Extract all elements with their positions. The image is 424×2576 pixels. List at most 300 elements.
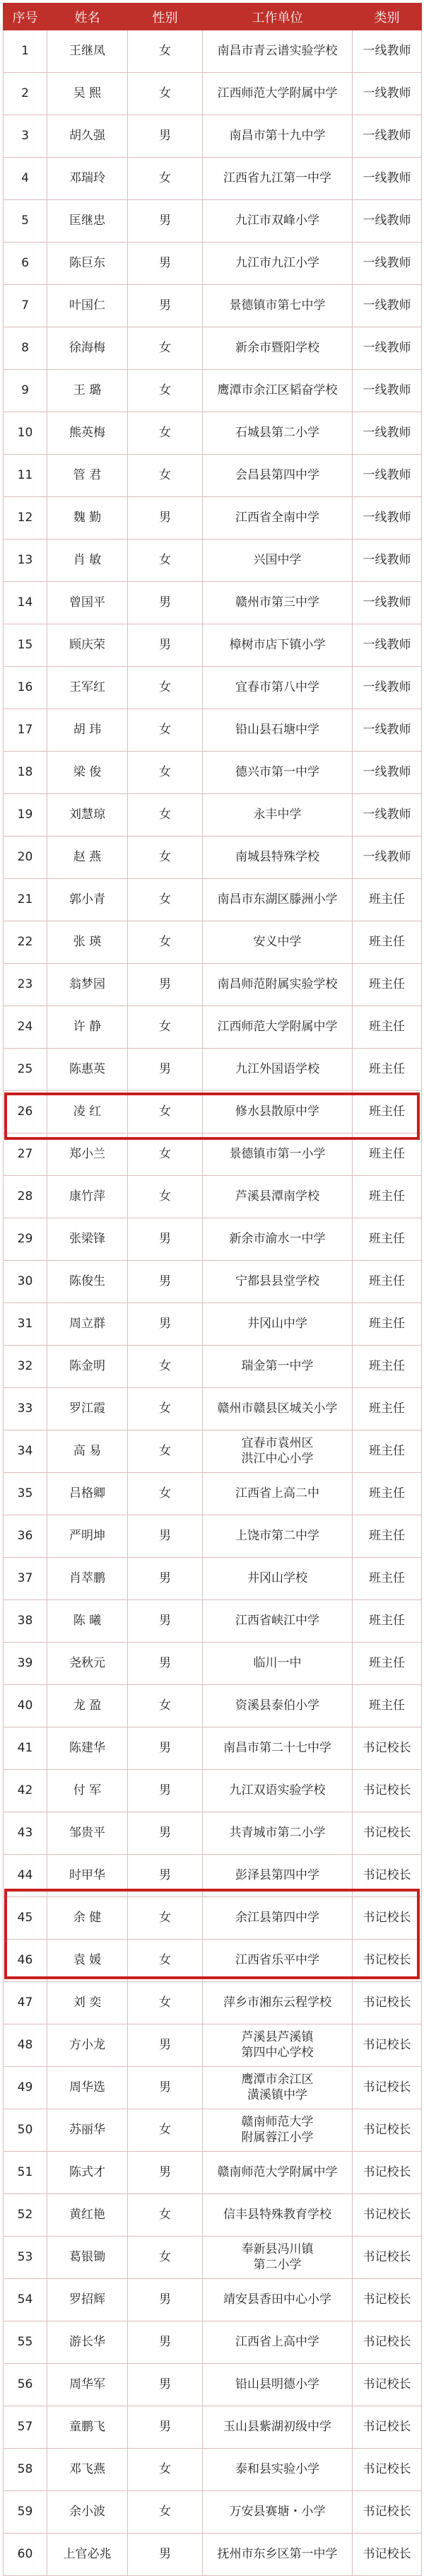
cell-category: 一线教师 <box>353 497 422 540</box>
table-row <box>4 158 422 200</box>
cell-unit: 樟树市店下镇小学 <box>203 624 353 667</box>
cell-no: 47 <box>4 1982 47 2024</box>
cell-unit: 修水县散原中学 <box>203 1091 353 1133</box>
table-row <box>4 2109 422 2152</box>
cell-gender: 女 <box>128 1982 203 2024</box>
cell-name: 袁 媛 <box>47 1940 128 1982</box>
cell-unit: 赣南师范大学 附属蓉江小学 <box>203 2109 353 2152</box>
cell-unit: 宜春市袁州区 洪江中心小学 <box>203 1430 353 1473</box>
table-row <box>4 2364 422 2406</box>
cell-gender: 男 <box>128 1049 203 1091</box>
cell-no: 35 <box>4 1473 47 1515</box>
cell-unit: 赣南师范大学附属中学 <box>203 2152 353 2194</box>
table-row <box>4 243 422 285</box>
table-row <box>4 412 422 455</box>
cell-unit: 鹰潭市余江区 潢溪镇中学 <box>203 2067 353 2109</box>
cell-no: 42 <box>4 1770 47 1812</box>
cell-name: 方小龙 <box>47 2024 128 2067</box>
cell-name: 邓瑞玲 <box>47 158 128 200</box>
cell-no: 38 <box>4 1600 47 1643</box>
cell-name: 匡继忠 <box>47 200 128 243</box>
cell-name: 魏 勤 <box>47 497 128 540</box>
cell-unit: 九江市双峰小学 <box>203 200 353 243</box>
cell-name: 赵 燕 <box>47 837 128 879</box>
cell-name: 陈建华 <box>47 1727 128 1770</box>
cell-name: 张梁锋 <box>47 1218 128 1261</box>
table-row <box>4 455 422 497</box>
cell-category: 一线教师 <box>353 794 422 837</box>
cell-no: 44 <box>4 1855 47 1897</box>
table-row <box>4 370 422 412</box>
cell-gender: 男 <box>128 2067 203 2109</box>
cell-unit: 江西省上高中学 <box>203 2321 353 2364</box>
cell-name: 胡 玮 <box>47 709 128 752</box>
table-row <box>4 2024 422 2067</box>
cell-gender: 女 <box>128 2449 203 2491</box>
table-row <box>4 1982 422 2024</box>
header-gender: 性别 <box>128 4 203 30</box>
cell-category: 班主任 <box>353 1006 422 1049</box>
cell-no: 11 <box>4 455 47 497</box>
cell-gender: 男 <box>128 1600 203 1643</box>
cell-no: 34 <box>4 1430 47 1473</box>
cell-no: 49 <box>4 2067 47 2109</box>
cell-category: 一线教师 <box>353 540 422 582</box>
table-row <box>4 1218 422 1261</box>
cell-category: 书记校长 <box>353 2109 422 2152</box>
table-row <box>4 1812 422 1855</box>
table-row <box>4 921 422 964</box>
cell-unit: 南昌市第二十七中学 <box>203 1727 353 1770</box>
cell-unit: 南昌师范附属实验学校 <box>203 964 353 1006</box>
cell-no: 45 <box>4 1897 47 1940</box>
table-row <box>4 624 422 667</box>
cell-name: 吴 熙 <box>47 73 128 115</box>
cell-category: 班主任 <box>353 1685 422 1727</box>
cell-name: 梁 俊 <box>47 752 128 794</box>
cell-unit: 资溪县泰伯小学 <box>203 1685 353 1727</box>
table-row <box>4 1600 422 1643</box>
table-row <box>4 1940 422 1982</box>
cell-unit: 芦溪县潭南学校 <box>203 1176 353 1218</box>
table-row <box>4 1176 422 1218</box>
cell-no: 28 <box>4 1176 47 1218</box>
cell-unit: 靖安县香田中心小学 <box>203 2279 353 2321</box>
table-row <box>4 30 422 73</box>
cell-gender: 男 <box>128 1303 203 1346</box>
table-row <box>4 667 422 709</box>
header-row <box>4 4 422 30</box>
cell-no: 48 <box>4 2024 47 2067</box>
cell-no: 50 <box>4 2109 47 2152</box>
cell-name: 陈式才 <box>47 2152 128 2194</box>
cell-no: 19 <box>4 794 47 837</box>
cell-gender: 男 <box>128 2534 203 2576</box>
cell-no: 24 <box>4 1006 47 1049</box>
cell-no: 46 <box>4 1940 47 1982</box>
cell-name: 童鹏飞 <box>47 2406 128 2449</box>
cell-unit: 南昌市东湖区滕洲小学 <box>203 879 353 921</box>
cell-name: 陈惠英 <box>47 1049 128 1091</box>
cell-unit: 彭泽县第四中学 <box>203 1855 353 1897</box>
cell-gender: 女 <box>128 1897 203 1940</box>
cell-name: 周立群 <box>47 1303 128 1346</box>
cell-unit: 赣州市第三中学 <box>203 582 353 624</box>
cell-name: 苏丽华 <box>47 2109 128 2152</box>
cell-category: 书记校长 <box>353 1812 422 1855</box>
cell-unit: 九江外国语学校 <box>203 1049 353 1091</box>
cell-category: 书记校长 <box>353 2194 422 2237</box>
table-row <box>4 794 422 837</box>
cell-name: 付 军 <box>47 1770 128 1812</box>
cell-no: 31 <box>4 1303 47 1346</box>
cell-category: 一线教师 <box>353 73 422 115</box>
cell-category: 一线教师 <box>353 837 422 879</box>
cell-no: 8 <box>4 327 47 370</box>
cell-unit: 余江县第四中学 <box>203 1897 353 1940</box>
cell-name: 肖萃鹏 <box>47 1558 128 1600</box>
cell-category: 一线教师 <box>353 370 422 412</box>
table-row <box>4 327 422 370</box>
cell-name: 余小波 <box>47 2491 128 2534</box>
cell-gender: 女 <box>128 158 203 200</box>
cell-gender: 男 <box>128 1812 203 1855</box>
cell-gender: 男 <box>128 1643 203 1685</box>
cell-unit: 瑞金第一中学 <box>203 1346 353 1388</box>
table-row <box>4 964 422 1006</box>
cell-unit: 江西省九江第一中学 <box>203 158 353 200</box>
cell-unit: 九江市九江小学 <box>203 243 353 285</box>
cell-gender: 女 <box>128 1473 203 1515</box>
cell-unit: 泰和县实验小学 <box>203 2449 353 2491</box>
cell-no: 1 <box>4 30 47 73</box>
cell-category: 书记校长 <box>353 2067 422 2109</box>
cell-unit: 九江双语实验学校 <box>203 1770 353 1812</box>
header-no: 序号 <box>4 4 47 30</box>
cell-no: 29 <box>4 1218 47 1261</box>
cell-no: 15 <box>4 624 47 667</box>
table-row <box>4 1558 422 1600</box>
table-row <box>4 1346 422 1388</box>
cell-unit: 铅山县明德小学 <box>203 2364 353 2406</box>
cell-gender: 女 <box>128 1430 203 1473</box>
cell-no: 58 <box>4 2449 47 2491</box>
cell-unit: 江西师范大学附属中学 <box>203 73 353 115</box>
cell-gender: 女 <box>128 30 203 73</box>
cell-category: 班主任 <box>353 1473 422 1515</box>
cell-gender: 女 <box>128 2194 203 2237</box>
cell-category: 一线教师 <box>353 752 422 794</box>
cell-category: 书记校长 <box>353 2449 422 2491</box>
cell-category: 班主任 <box>353 1388 422 1430</box>
cell-name: 严明坤 <box>47 1515 128 1558</box>
cell-category: 班主任 <box>353 1218 422 1261</box>
cell-category: 书记校长 <box>353 2237 422 2279</box>
cell-unit: 临川一中 <box>203 1643 353 1685</box>
table-row <box>4 1006 422 1049</box>
cell-name: 熊英梅 <box>47 412 128 455</box>
cell-gender: 男 <box>128 624 203 667</box>
cell-unit: 兴国中学 <box>203 540 353 582</box>
cell-no: 41 <box>4 1727 47 1770</box>
cell-unit: 奉新县冯川镇 第二小学 <box>203 2237 353 2279</box>
cell-unit: 芦溪县芦溪镇 第四中心学校 <box>203 2024 353 2067</box>
cell-unit: 江西省峡江中学 <box>203 1600 353 1643</box>
table-row <box>4 582 422 624</box>
cell-gender: 女 <box>128 667 203 709</box>
cell-no: 2 <box>4 73 47 115</box>
table-row <box>4 1855 422 1897</box>
cell-gender: 男 <box>128 2024 203 2067</box>
cell-no: 52 <box>4 2194 47 2237</box>
cell-name: 龙 盈 <box>47 1685 128 1727</box>
cell-no: 3 <box>4 115 47 158</box>
cell-name: 游长华 <box>47 2321 128 2364</box>
cell-no: 6 <box>4 243 47 285</box>
cell-gender: 女 <box>128 1685 203 1727</box>
cell-category: 班主任 <box>353 1558 422 1600</box>
cell-gender: 男 <box>128 1515 203 1558</box>
cell-unit: 安义中学 <box>203 921 353 964</box>
cell-category: 书记校长 <box>353 2024 422 2067</box>
table-row <box>4 1388 422 1430</box>
cell-name: 陈金明 <box>47 1346 128 1388</box>
cell-name: 陈俊生 <box>47 1261 128 1303</box>
cell-unit: 鹰潭市余江区韬奋学校 <box>203 370 353 412</box>
cell-category: 一线教师 <box>353 158 422 200</box>
cell-gender: 女 <box>128 837 203 879</box>
cell-gender: 男 <box>128 1770 203 1812</box>
cell-name: 尧秋元 <box>47 1643 128 1685</box>
table-row <box>4 1515 422 1558</box>
cell-no: 18 <box>4 752 47 794</box>
cell-unit: 宜春市第八中学 <box>203 667 353 709</box>
cell-category: 书记校长 <box>353 2491 422 2534</box>
cell-category: 班主任 <box>353 1049 422 1091</box>
cell-gender: 男 <box>128 964 203 1006</box>
cell-no: 32 <box>4 1346 47 1388</box>
cell-category: 一线教师 <box>353 115 422 158</box>
cell-no: 4 <box>4 158 47 200</box>
cell-category: 书记校长 <box>353 2364 422 2406</box>
table-row <box>4 837 422 879</box>
cell-gender: 男 <box>128 2279 203 2321</box>
cell-name: 顾庆荣 <box>47 624 128 667</box>
cell-name: 吕格卿 <box>47 1473 128 1515</box>
cell-unit: 南昌市第十九中学 <box>203 115 353 158</box>
cell-gender: 女 <box>128 879 203 921</box>
cell-category: 一线教师 <box>353 285 422 327</box>
cell-name: 高 易 <box>47 1430 128 1473</box>
cell-gender: 女 <box>128 794 203 837</box>
cell-no: 10 <box>4 412 47 455</box>
cell-category: 书记校长 <box>353 2152 422 2194</box>
cell-name: 王军红 <box>47 667 128 709</box>
cell-no: 21 <box>4 879 47 921</box>
cell-unit: 新余市渝水一中学 <box>203 1218 353 1261</box>
header-name: 姓名 <box>47 4 128 30</box>
cell-unit: 萍乡市湘东云程学校 <box>203 1982 353 2024</box>
cell-unit: 赣州市赣县区城关小学 <box>203 1388 353 1430</box>
cell-gender: 男 <box>128 200 203 243</box>
cell-no: 7 <box>4 285 47 327</box>
cell-unit: 江西省乐平中学 <box>203 1940 353 1982</box>
cell-name: 王 璐 <box>47 370 128 412</box>
cell-unit: 信丰县特殊教育学校 <box>203 2194 353 2237</box>
cell-no: 51 <box>4 2152 47 2194</box>
cell-name: 管 君 <box>47 455 128 497</box>
cell-no: 60 <box>4 2534 47 2576</box>
cell-gender: 女 <box>128 412 203 455</box>
cell-name: 罗江霞 <box>47 1388 128 1430</box>
cell-gender: 男 <box>128 1218 203 1261</box>
table-row <box>4 2534 422 2576</box>
table-row <box>4 1091 422 1133</box>
cell-gender: 男 <box>128 1261 203 1303</box>
cell-unit: 上饶市第二中学 <box>203 1515 353 1558</box>
cell-gender: 女 <box>128 1940 203 1982</box>
cell-category: 书记校长 <box>353 2279 422 2321</box>
cell-name: 郑小兰 <box>47 1133 128 1176</box>
table-row <box>4 1897 422 1940</box>
cell-category: 班主任 <box>353 1600 422 1643</box>
cell-name: 康竹萍 <box>47 1176 128 1218</box>
table-row <box>4 1261 422 1303</box>
cell-gender: 男 <box>128 1727 203 1770</box>
cell-no: 37 <box>4 1558 47 1600</box>
cell-name: 时甲华 <box>47 1855 128 1897</box>
cell-gender: 女 <box>128 455 203 497</box>
cell-category: 班主任 <box>353 1430 422 1473</box>
table-row <box>4 1685 422 1727</box>
cell-no: 26 <box>4 1091 47 1133</box>
cell-gender: 女 <box>128 752 203 794</box>
cell-name: 上官必兆 <box>47 2534 128 2576</box>
table-body <box>4 30 422 2576</box>
cell-no: 36 <box>4 1515 47 1558</box>
cell-gender: 女 <box>128 73 203 115</box>
cell-no: 30 <box>4 1261 47 1303</box>
cell-category: 书记校长 <box>353 1897 422 1940</box>
cell-gender: 女 <box>128 2237 203 2279</box>
cell-name: 王继凤 <box>47 30 128 73</box>
cell-category: 班主任 <box>353 1133 422 1176</box>
table-row <box>4 200 422 243</box>
cell-no: 53 <box>4 2237 47 2279</box>
cell-no: 55 <box>4 2321 47 2364</box>
cell-gender: 男 <box>128 2321 203 2364</box>
cell-gender: 男 <box>128 1855 203 1897</box>
cell-no: 39 <box>4 1643 47 1685</box>
cell-gender: 女 <box>128 1388 203 1430</box>
cell-gender: 女 <box>128 1346 203 1388</box>
cell-name: 余 健 <box>47 1897 128 1940</box>
cell-category: 一线教师 <box>353 455 422 497</box>
table-row <box>4 1727 422 1770</box>
cell-gender: 女 <box>128 2491 203 2534</box>
cell-category: 班主任 <box>353 1176 422 1218</box>
cell-gender: 男 <box>128 1558 203 1600</box>
cell-category: 书记校长 <box>353 1770 422 1812</box>
cell-name: 凌 红 <box>47 1091 128 1133</box>
cell-name: 邹贵平 <box>47 1812 128 1855</box>
table-row <box>4 1430 422 1473</box>
cell-unit: 江西省全南中学 <box>203 497 353 540</box>
cell-category: 班主任 <box>353 1303 422 1346</box>
cell-category: 班主任 <box>353 1643 422 1685</box>
cell-category: 一线教师 <box>353 709 422 752</box>
table-row <box>4 540 422 582</box>
table-row <box>4 709 422 752</box>
table-row <box>4 1133 422 1176</box>
cell-category: 一线教师 <box>353 582 422 624</box>
cell-gender: 女 <box>128 2109 203 2152</box>
cell-no: 40 <box>4 1685 47 1727</box>
cell-gender: 女 <box>128 1006 203 1049</box>
table-row <box>4 2067 422 2109</box>
cell-name: 郭小青 <box>47 879 128 921</box>
cell-gender: 女 <box>128 709 203 752</box>
cell-unit: 万安县赛塘・小学 <box>203 2491 353 2534</box>
roster-table <box>3 3 422 2576</box>
table-row <box>4 2152 422 2194</box>
cell-unit: 共青城市第二小学 <box>203 1812 353 1855</box>
cell-unit: 井冈山学校 <box>203 1558 353 1600</box>
table-row <box>4 2194 422 2237</box>
cell-category: 班主任 <box>353 1261 422 1303</box>
cell-gender: 男 <box>128 285 203 327</box>
cell-no: 56 <box>4 2364 47 2406</box>
cell-gender: 男 <box>128 2364 203 2406</box>
cell-unit: 德兴市第一中学 <box>203 752 353 794</box>
cell-no: 13 <box>4 540 47 582</box>
cell-name: 曾国平 <box>47 582 128 624</box>
cell-category: 班主任 <box>353 879 422 921</box>
cell-no: 9 <box>4 370 47 412</box>
cell-name: 刘慧琼 <box>47 794 128 837</box>
cell-category: 书记校长 <box>353 2534 422 2576</box>
cell-name: 周华选 <box>47 2067 128 2109</box>
cell-category: 班主任 <box>353 921 422 964</box>
header-category: 类别 <box>353 4 422 30</box>
cell-gender: 男 <box>128 115 203 158</box>
cell-category: 书记校长 <box>353 2406 422 2449</box>
table-row <box>4 497 422 540</box>
cell-category: 一线教师 <box>353 327 422 370</box>
table-row <box>4 2406 422 2449</box>
cell-gender: 女 <box>128 540 203 582</box>
cell-gender: 男 <box>128 582 203 624</box>
cell-no: 59 <box>4 2491 47 2534</box>
cell-no: 14 <box>4 582 47 624</box>
cell-unit: 石城县第二小学 <box>203 412 353 455</box>
cell-no: 23 <box>4 964 47 1006</box>
table-row <box>4 1643 422 1685</box>
cell-unit: 南城县特殊学校 <box>203 837 353 879</box>
cell-category: 一线教师 <box>353 200 422 243</box>
cell-no: 27 <box>4 1133 47 1176</box>
table-row <box>4 2449 422 2491</box>
table-row <box>4 2321 422 2364</box>
cell-category: 班主任 <box>353 1515 422 1558</box>
table-row <box>4 285 422 327</box>
cell-no: 12 <box>4 497 47 540</box>
cell-name: 叶国仁 <box>47 285 128 327</box>
cell-unit: 永丰中学 <box>203 794 353 837</box>
cell-gender: 男 <box>128 243 203 285</box>
cell-unit: 宁都县县堂学校 <box>203 1261 353 1303</box>
cell-unit: 南昌市青云谱实验学校 <box>203 30 353 73</box>
